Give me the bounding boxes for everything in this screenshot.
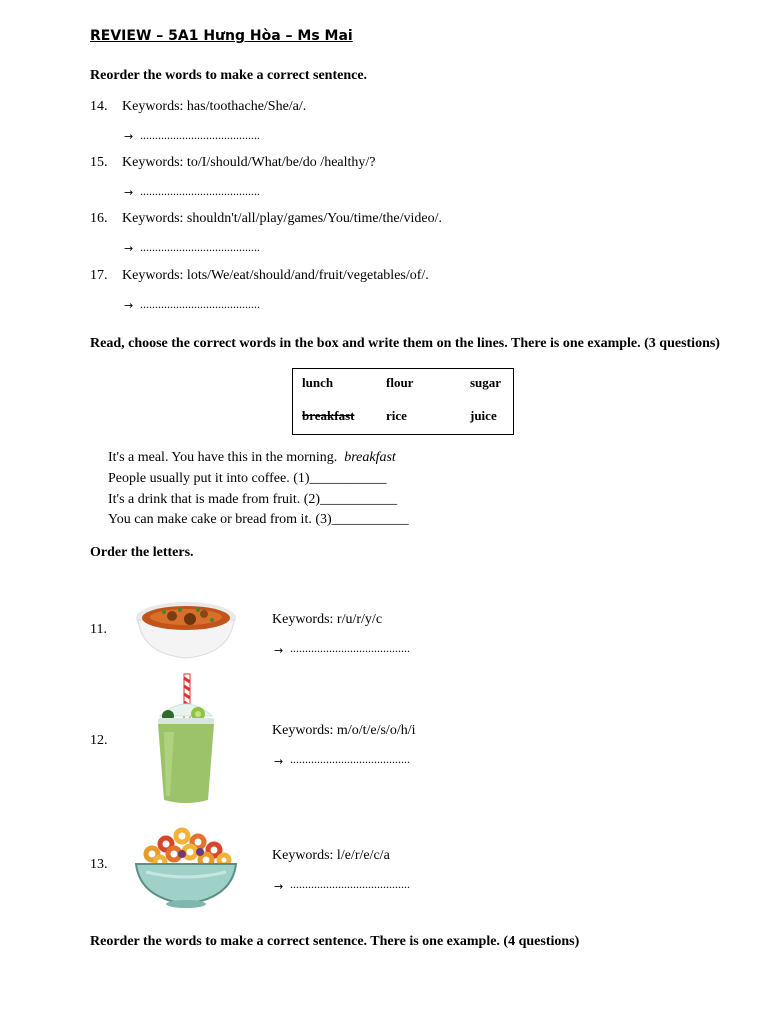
item-number: 12.: [90, 733, 108, 748]
word-box-item: flour: [386, 375, 414, 390]
item-number: 14.: [90, 99, 108, 114]
answer-line[interactable]: ........................................: [290, 877, 410, 891]
word-box-item: lunch: [302, 375, 334, 390]
keywords-text: Keywords: l/e/r/e/c/a: [272, 848, 390, 863]
keywords-text: Keywords: r/u/r/y/c: [272, 612, 383, 627]
answer-line[interactable]: ........................................: [140, 184, 260, 198]
keywords-text: Keywords: m/o/t/e/s/o/h/i: [272, 723, 416, 738]
arrow-icon: →: [124, 242, 134, 255]
cereal-bowl-icon: [132, 824, 240, 910]
arrow-icon: →: [274, 880, 284, 893]
example-question: It's a meal. You have this in the morning.: [108, 450, 338, 465]
item-number: 16.: [90, 211, 108, 226]
arrow-icon: →: [124, 186, 134, 199]
answer-line[interactable]: ........................................: [290, 641, 410, 655]
arrow-icon: →: [124, 299, 134, 312]
keywords-text: Keywords: has/toothache/She/a/.: [122, 99, 307, 114]
smoothie-cup-icon: [150, 672, 222, 808]
curry-bowl-icon: [132, 596, 240, 662]
word-box-item: juice: [470, 408, 497, 423]
item-number: 11.: [90, 622, 107, 637]
keywords-text: Keywords: to/I/should/What/be/do /healthy/?: [122, 155, 376, 170]
section2-heading: Read, choose the correct words in the box and write them on the lines. There is one example. (3 questions): [90, 336, 720, 351]
section4-heading: Reorder the words to make a correct sentence. There is one example. (4 questions): [90, 934, 580, 949]
answer-line[interactable]: ........................................: [290, 752, 410, 766]
keywords-text: Keywords: shouldn't/all/play/games/You/time/the/video/.: [122, 211, 442, 226]
word-box: [292, 368, 514, 435]
page-title: REVIEW – 5A1 Hưng Hòa – Ms Mai: [90, 28, 353, 44]
keywords-text: Keywords: lots/We/eat/should/and/fruit/vegetables/of/.: [122, 268, 429, 283]
section1-heading: Reorder the words to make a correct sentence.: [90, 68, 368, 83]
answer-line[interactable]: ........................................: [140, 128, 260, 142]
question-3[interactable]: You can make cake or bread from it. (3)___________: [108, 512, 409, 527]
item-number: 13.: [90, 857, 108, 872]
section3-heading: Order the letters.: [90, 545, 194, 560]
arrow-icon: →: [274, 644, 284, 657]
example-line: [108, 450, 396, 466]
arrow-icon: →: [124, 130, 134, 143]
arrow-icon: →: [274, 755, 284, 768]
item-number: 17.: [90, 268, 108, 283]
answer-line[interactable]: ........................................: [140, 240, 260, 254]
word-box-item: rice: [386, 408, 407, 423]
example-answer: breakfast: [344, 450, 396, 465]
answer-line[interactable]: ........................................: [140, 297, 260, 311]
question-2[interactable]: It's a drink that is made from fruit. (2)___________: [108, 492, 398, 507]
item-number: 15.: [90, 155, 108, 170]
question-1[interactable]: People usually put it into coffee. (1)___________: [108, 471, 387, 486]
word-box-item-crossed: breakfast: [302, 408, 355, 423]
word-box-item: sugar: [470, 375, 502, 390]
